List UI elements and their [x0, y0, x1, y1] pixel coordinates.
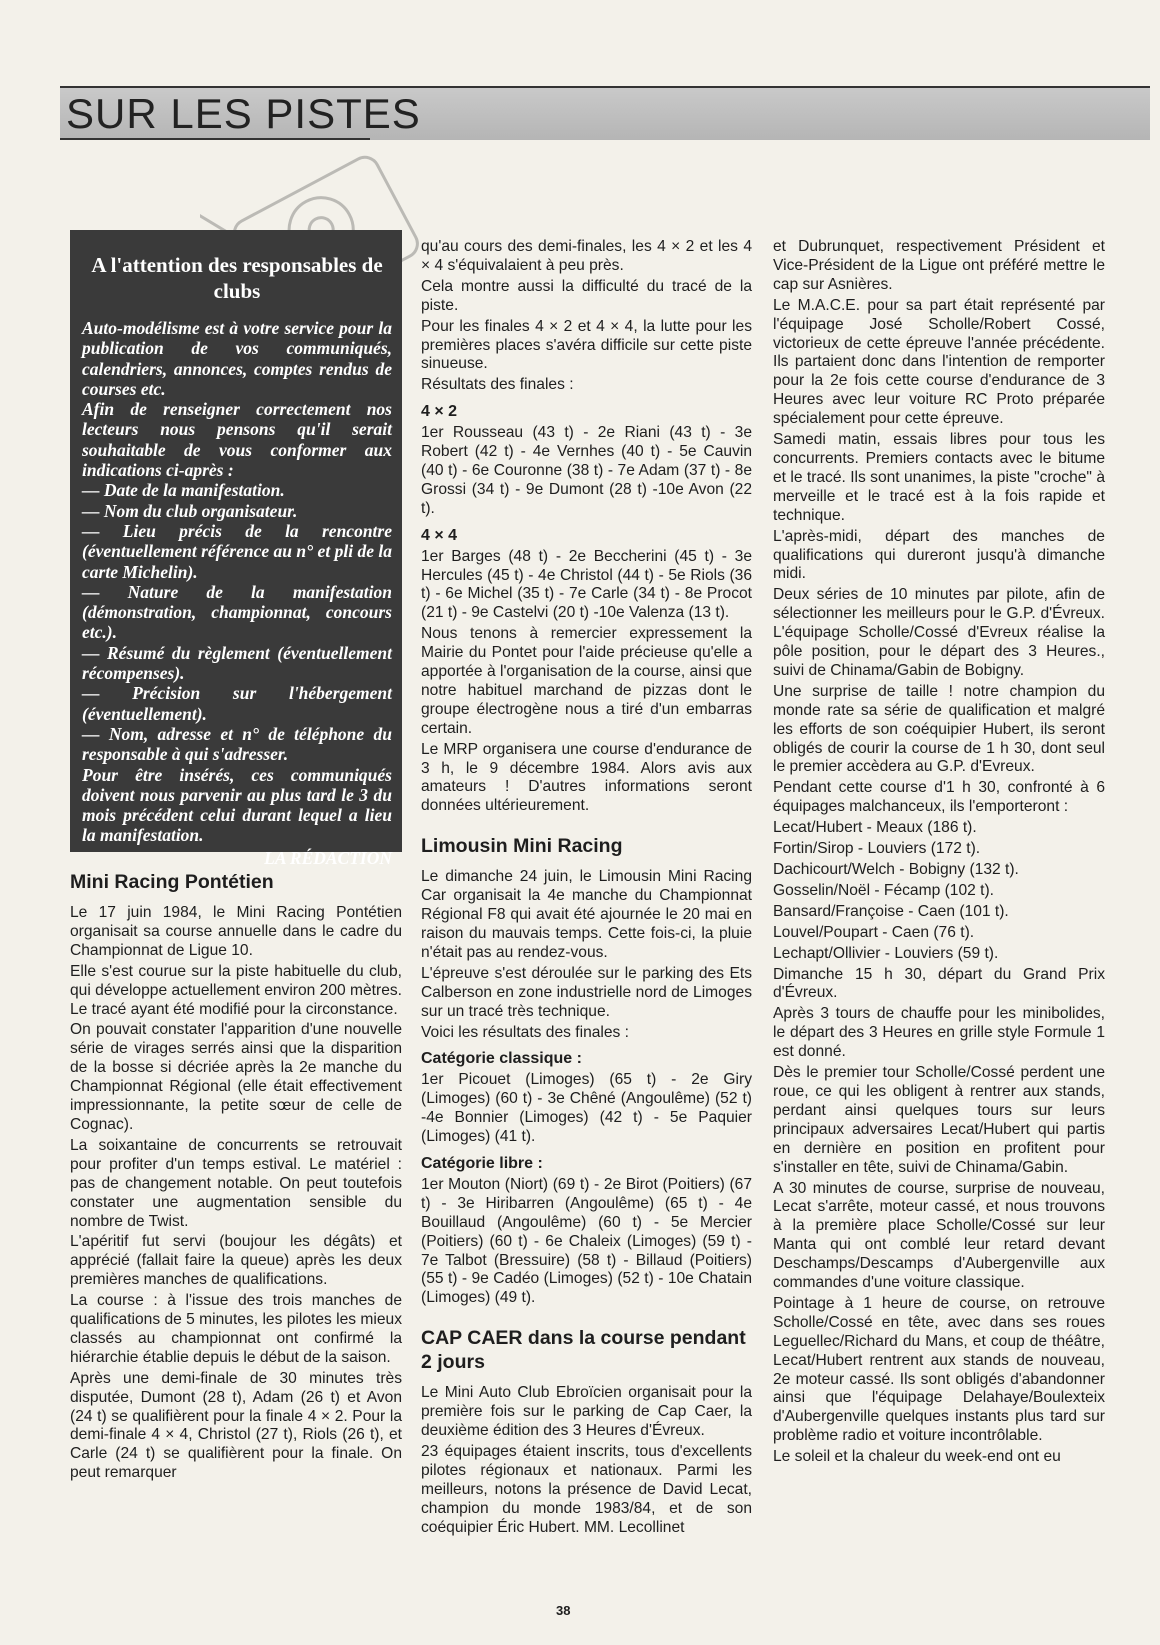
article-paragraph: Dimanche 15 h 30, départ du Grand Prix d'Évreux.	[773, 965, 1105, 1002]
article-paragraph: et Dubrunquet, respectivement Président et Vice-Président de la Ligue ont préféré mettre le cap sur Asnières.	[773, 238, 1105, 293]
notice-paragraph: Afin de renseigner correctement nos lecteurs nous pensons qu'il serait souhaitable de vous conformer aux indications ci-après :	[82, 399, 392, 481]
article-paragraph: Le MRP organisera une course d'endurance de 3 h, le 9 décembre 1984. Alors avis aux amateurs ! D'autres informations seront données ultérieurement.	[421, 740, 752, 815]
article-paragraph: Le Mini Auto Club Ebroïcien organisait pour la première fois sur le parking de Cap Caer, la deuxième édition des 3 Heures d'Évreux.	[421, 1384, 752, 1440]
article-paragraph: Voici les résultats des finales :	[421, 1023, 630, 1041]
column-1	[70, 230, 402, 1485]
article-paragraph: Le 17 juin 1984, le Mini Racing Pontétien organisait sa course annuelle dans le cadre du Championnat de Ligue 10.	[70, 904, 402, 959]
notice-paragraph: — Nom du club organisateur.	[82, 500, 298, 521]
article-paragraph: Nous tenons à remercier expressement la Mairie du Pontet pour l'aide précieuse qu'elle a apportée à l'organisation de la course, ainsi que notre habituel marchand de pizzas dont le groupe électrogène nous a tiré d'un embarras certain.	[421, 625, 752, 737]
article-paragraph: Pointage à 1 heure de course, on retrouve Scholle/Cossé en tête, avec dans ses roues Leguellec/Richard du Mans, et coup de théâtre, Lecat/Hubert rentrent aux stands de nouveau, 2e moteur cassé. Ils sont obligés d'abandonner ainsi que l'équipage Delahaye/Boulexteix d'Aubergenville quelques instants plus tard sur problème radio et voiture incontrôlable.	[773, 1294, 1105, 1445]
ranking-line: Bansard/Françoise - Caen (101 t).	[773, 902, 1009, 920]
results-heading: 4 × 4	[421, 526, 458, 544]
ranking-line: Louvel/Poupart - Caen (76 t).	[773, 923, 975, 941]
article-paragraph: Le soleil et la chaleur du week-end ont eu	[773, 1448, 1061, 1466]
article-paragraph: Le M.A.C.E. pour sa part était représenté par l'équipage José Scholle/Robert Cossé, victorieux de cette épreuve l'année précédente. Ils partaient donc dans l'intention de remporter pour la 2e fois cette course d'endurance de 3 Heures avec leur voiture RC Proto préparée spécialement pour cette épreuve.	[773, 296, 1105, 428]
section-title: SUR LES PISTES	[66, 90, 421, 137]
article-paragraph: Elle s'est courue sur la piste habituelle du club, qui développe actuellement environ 200 mètres. Le tracé ayant été modifié pour la circonstance.	[70, 962, 403, 1018]
column-2	[421, 238, 752, 1539]
ranking-line: Lechapt/Ollivier - Louviers (59 t).	[773, 944, 999, 962]
notice-paragraph: — Nom, adresse et n° de téléphone du responsable à qui s'adresser.	[82, 723, 392, 765]
article-paragraph: L'après-midi, départ des manches de qualifications qui dureront jusqu'à dimanche midi.	[773, 527, 1105, 583]
results-text: 1er Barges (48 t) - 2e Beccherini (45 t) - 3e Hercules (45 t) - 4e Christol (44 t) - 5e Riols (36 t) - 6e Michel (35 t) - 7e Carle (34 t) - 8e Procot (21 t) - 9e Castelvi (20 t) -10e Valenza (13 t).	[421, 547, 752, 622]
article-paragraph: 23 équipages étaient inscrits, tous d'excellents pilotes régionaux et nationaux. Parmi les meilleurs, notons la présence de David Lecat, champion du monde 1983/84, et de son coéquipier Éric Hubert. MM. Lecollinet	[421, 1442, 752, 1536]
column-3	[773, 238, 1105, 1469]
results-text: 1er Picouet (Limoges) (65 t) - 2e Giry (Limoges) (60 t) - 3e Chêné (Angoulême) (52 t) -4e Bonnier (Limoges) (42 t) - 5e Paquier (Limoges) (41 t).	[421, 1071, 752, 1146]
results-text: 1er Rousseau (43 t) - 2e Riani (43 t) - 3e Robert (42 t) - 4e Vernhes (40 t) - 5e Cauvin (40 t) - 6e Couronne (38 t) - 7e Adam (37 t) - 8e Grossi (34 t) - 9e Dumont (28 t) -10e Avon (22 t).	[421, 424, 752, 517]
article-paragraph: Deux séries de 10 minutes par pilote, afin de sélectionner les meilleurs pour le G.P. d'Évreux. L'équipage Scholle/Cossé d'Evreux réalise la pôle position, pour le départ des 3 Heures., suivi de Chinama/Gabin de Bobigny.	[773, 586, 1105, 679]
article-paragraph: La course : à l'issue des trois manches de qualifications de 5 minutes, les pilotes les mieux classés au championnat ont confirmé la hiérarchie établie depuis le début de la saison.	[70, 1292, 402, 1366]
results-text: 1er Mouton (Niort) (69 t) - 2e Birot (Poitiers) (67 t) - 3e Hiribarren (Angoulême) (65 t) - 4e Bouillaud (Angoulême) (60 t) - 5e Mercier (Poitiers) (60 t) - 6e Chaleix (Limoges) (59 t) - 7e Talbot (Bressuire) (58 t) - Billaud (Poitiers) (55 t) - 9e Cadéo (Limoges) (52 t) - 10e Chatain (Limoges) (49 t).	[421, 1175, 752, 1307]
page-number: 38	[556, 1603, 571, 1618]
ranking-line: Dachicourt/Welch - Bobigny (132 t).	[773, 861, 1019, 878]
article-paragraph: Samedi matin, essais libres pour tous les concurrents. Premiers contacts avec le bitume et le tracé. Ils sont unanimes, la piste "croche" à merveille et le tracé est à la fois rapide et technique.	[773, 431, 1105, 524]
article-paragraph: Après une demi-finale de 30 minutes très disputée, Dumont (28 t), Adam (26 t) et Avon (24 t) se qualifièrent pour la finale 4 × 2. Pour la demi-finale 4 × 4, Christol (27 t), Riols (26 t), et Carle (24 t) se qualifièrent pour la finale. On peut remarquer	[70, 1369, 402, 1482]
notice-paragraph: — Résumé du règlement (éventuellement récompenses).	[82, 642, 392, 684]
results-heading: 4 × 2	[421, 403, 458, 421]
ranking-line: Fortin/Sirop - Louviers (172 t).	[773, 840, 981, 858]
notice-paragraph: — Date de la manifestation.	[82, 480, 285, 501]
article-paragraph: L'apéritif fut servi (boujour les dégâts) et apprécié (fallait faire la queue) après les deux premières manches de qualifications.	[70, 1233, 402, 1289]
notice-paragraph: — Lieu précis de la rencontre (éventuellement référence au n° et pli de la carte Michelin).	[82, 520, 392, 582]
notice-paragraph: — Nature de la manifestation (démonstration, championnat, concours etc.).	[82, 581, 392, 643]
article-paragraph: Le dimanche 24 juin, le Limousin Mini Racing Car organisait la 4e manche du Championnat Régional F8 qui avait été ajournée le 20 mai en raison du mauvais temps. Cette fois-ci, la pluie n'était pas au rendez-vous.	[421, 868, 752, 961]
article-paragraph: L'épreuve s'est déroulée sur le parking des Ets Calberson en zone industrielle nord de Limoges sur un tracé très technique.	[421, 964, 752, 1020]
ranking-line: Gosselin/Noël - Fécamp (102 t).	[773, 881, 994, 899]
article-paragraph: Cela montre aussi la difficulté du tracé de la piste.	[421, 277, 752, 314]
article-paragraph: Pour les finales 4 × 2 et 4 × 4, la lutte pour les premières places s'avéra difficile sur cette piste sinueuse.	[421, 317, 752, 373]
article-title: Limousin Mini Racing	[421, 835, 623, 858]
notice-title: A l'attention des responsables de clubs	[91, 253, 383, 303]
article-paragraph: La soixantaine de concurrents se retrouvait pour profiter d'un temps estival. Le matériel : pas de changement notable. On peut toutefois constater une augmentation sensible du nombre de Twist.	[70, 1136, 402, 1230]
ranking-line: Lecat/Hubert - Meaux (186 t).	[773, 819, 977, 837]
article-paragraph: Après 3 tours de chauffe pour les minibolides, le départ des 3 Heures en grille style Formule 1 est donné.	[773, 1005, 1105, 1061]
article-title: CAP CAER dans la course pendant 2 jours	[421, 1327, 746, 1374]
article-paragraph: qu'au cours des demi-finales, les 4 × 2 et les 4 × 4 s'équivalaient à peu près.	[421, 238, 752, 274]
notice-paragraph: Pour être insérés, ces communiqués doivent nous parvenir au plus tard le 3 du mois précédent celui durant lequel a lieu la manifestation.	[82, 764, 392, 846]
notice-paragraph: Auto-modélisme est à votre service pour la publication de vos communiqués, calendriers, annonces, comptes rendus de courses etc.	[82, 318, 392, 399]
notice-box	[70, 230, 402, 868]
notice-paragraph: — Précision sur l'hébergement (éventuellement).	[82, 683, 392, 724]
article-paragraph: Dès le premier tour Scholle/Cossé perdent une roue, ce qui les obligent à rentrer aux stands, perdant ainsi quelques tours sur leurs principaux adversaires Lecat/Hubert qui partis en dernière en position en profitent pour s'installer en tête, suivi de Chinama/Gabin.	[773, 1064, 1105, 1176]
notice-signature: LA RÉDACTION	[264, 847, 392, 868]
article-paragraph: On pouvait constater l'apparition d'une nouvelle série de virages serrés ainsi que la disparition de la bosse si décriée après la 2e manche du Championnat Régional (elle était effectivement impressionnante, la petite sœur de celle de Cognac).	[70, 1021, 402, 1133]
category-heading: Catégorie libre :	[421, 1154, 543, 1172]
article-paragraph: A 30 minutes de course, surprise de nouveau, Lecat s'arrête, moteur cassé, et nous trouvons à la première place Scholle/Cossé sur leur Manta qui ont comblé leur retard devant Deschamps/Descamps d'Aubergenville aux commandes d'une voiture classique.	[773, 1179, 1105, 1292]
category-heading: Catégorie classique :	[421, 1050, 582, 1068]
article-paragraph: Pendant cette course d'1 h 30, confronté à 6 équipages malchanceux, ils l'emporteront :	[773, 779, 1105, 816]
article-paragraph: Résultats des finales :	[421, 376, 574, 394]
article-title: Mini Racing Pontétien	[70, 871, 274, 893]
article-paragraph: Une surprise de taille ! notre champion du monde rate sa série de qualification et malgré les efforts de son coéquipier Hubert, ils seront obligés de courir la course de 1 h 30, dont seul le premier accèdera au G.P. d'Evreux.	[773, 682, 1105, 776]
